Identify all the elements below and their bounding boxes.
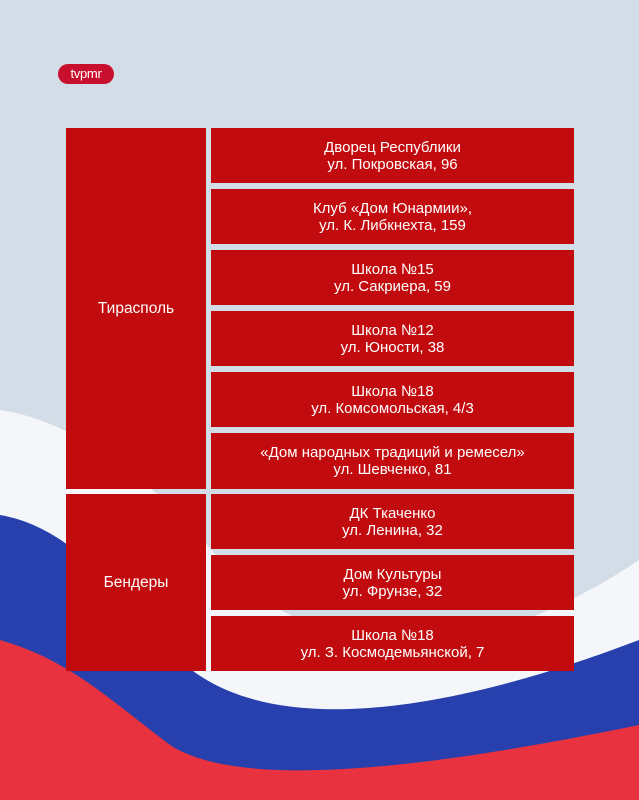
city-cell-bendery (66, 494, 206, 671)
venue-cell (211, 189, 574, 244)
venue-name: Школа №15 (351, 260, 434, 278)
tvpmr-logo: tvpmr (58, 64, 114, 84)
venue-address: ул. Фрунзе, 32 (342, 582, 443, 600)
venue-name: Школа №18 (351, 626, 434, 644)
venue-name: Дворец Республики (324, 138, 461, 156)
venue-address: ул. К. Либкнехта, 159 (319, 216, 466, 234)
venue-cell (211, 616, 574, 671)
venue-address: ул. Ленина, 32 (342, 521, 443, 539)
venue-address: ул. Покровская, 96 (327, 155, 458, 173)
venue-name: Школа №18 (351, 382, 434, 400)
venue-address: ул. Сакриера, 59 (334, 277, 451, 295)
venue-name: Дом Культуры (343, 565, 442, 583)
venue-name: «Дом народных традиций и ремесел» (260, 444, 525, 461)
venue-address: ул. Комсомольская, 4/3 (311, 399, 474, 417)
venue-cell (211, 311, 574, 366)
venue-address: ул. Юности, 38 (340, 338, 445, 356)
venue-cell (211, 494, 574, 549)
venue-address: ул. З. Космодемьянской, 7 (300, 643, 485, 661)
city-name: Бендеры (103, 574, 169, 591)
venue-cell (211, 128, 574, 183)
venue-cell (211, 372, 574, 427)
venue-address: ул. Шевченко, 81 (333, 461, 452, 478)
venue-cell (211, 555, 574, 610)
venue-cell (211, 250, 574, 305)
venue-cell (211, 433, 574, 489)
venue-name: Школа №12 (351, 321, 434, 339)
city-cell-tiraspol (66, 128, 206, 489)
venue-name: Клуб «Дом Юнармии», (312, 199, 473, 217)
city-name: Тирасполь (97, 300, 175, 317)
venue-name: ДК Ткаченко (349, 504, 436, 522)
